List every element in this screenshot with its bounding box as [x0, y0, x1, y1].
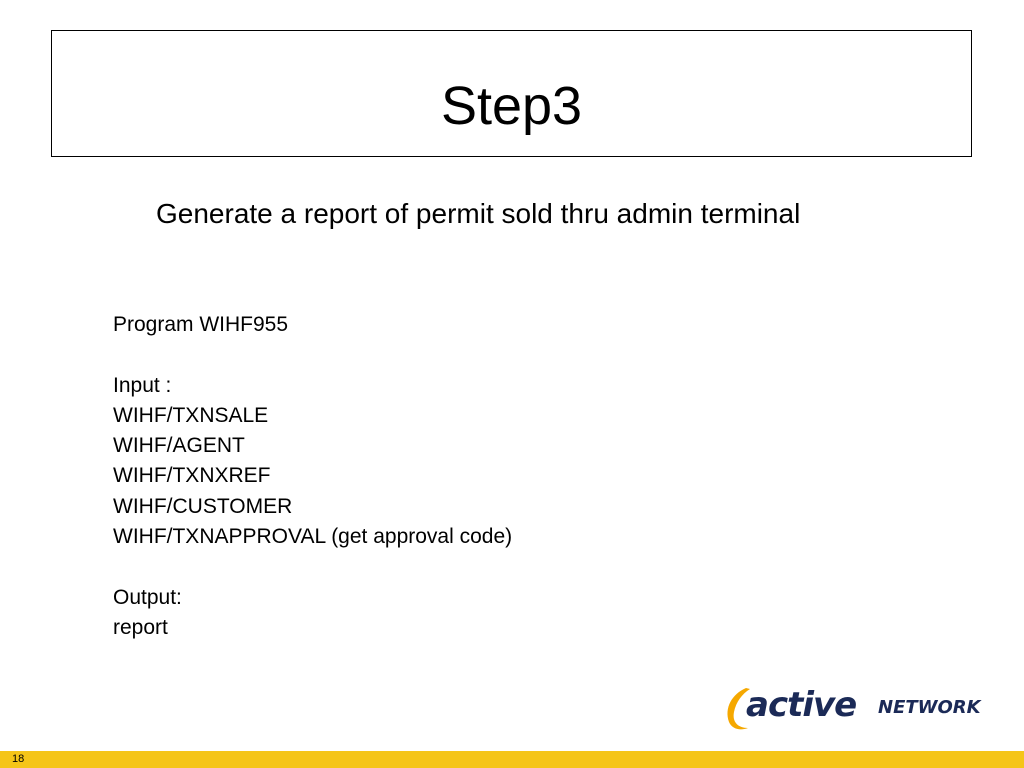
body-line-output-header: Output:: [113, 585, 182, 609]
slide-body: [113, 310, 512, 643]
active-network-logo: [724, 686, 994, 732]
body-line-program: Program WIHF955: [113, 313, 289, 336]
body-line-txnxref: WIHF/TXNXREF: [113, 464, 271, 488]
body-line-blank-2: [113, 552, 512, 582]
footer-bar: [0, 751, 1024, 768]
body-line-txnapproval: WIHF/TXNAPPROVAL (get approval code): [113, 525, 513, 549]
logo-brand-suffix: NETWORK: [878, 697, 981, 718]
body-line-txnsale: WIHF/TXNSALE: [113, 403, 269, 427]
page-number: 18: [12, 753, 25, 765]
body-line-agent: WIHF/AGENT: [113, 434, 245, 458]
slide-subtitle: Generate a report of permit sold thru admin terminal: [156, 198, 801, 229]
body-line-customer: WIHF/CUSTOMER: [113, 494, 293, 518]
title-box: [51, 30, 972, 157]
body-line-blank-1: [113, 340, 512, 370]
logo-brand-word: active: [746, 686, 857, 725]
slide-title: Step3: [440, 76, 583, 136]
body-line-input-header: Input :: [113, 373, 172, 397]
body-line-report: report: [113, 615, 168, 639]
